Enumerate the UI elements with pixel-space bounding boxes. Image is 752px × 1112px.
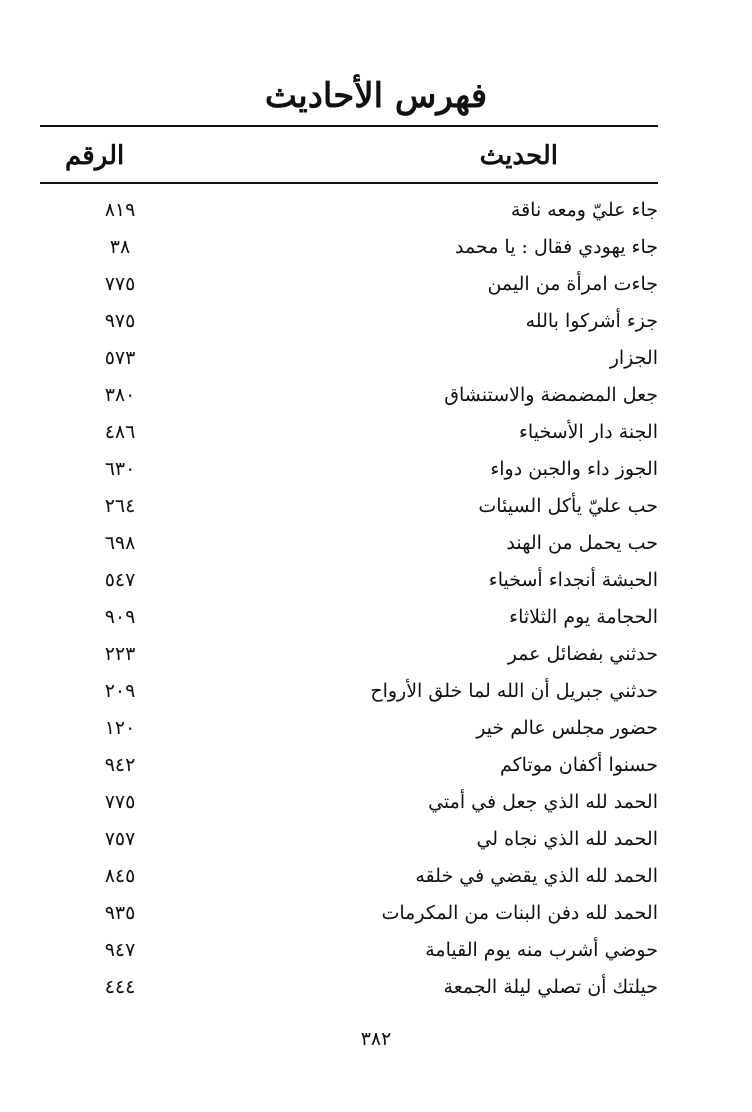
- hadith-text: الحمد لله الذي نجاه لي: [476, 828, 658, 850]
- hadith-text: حب يحمل من الهند: [506, 532, 658, 554]
- hadith-text: حضور مجلس عالم خير: [476, 717, 658, 739]
- hadith-text: حيلتك أن تصلي ليلة الجمعة: [443, 976, 658, 998]
- hadith-text: الحمد لله الذي يقضي في خلقه: [415, 865, 658, 887]
- list-item: [40, 303, 658, 340]
- hadith-number: ٩٧٥: [104, 310, 136, 332]
- hadith-text: الجزار: [609, 347, 658, 369]
- header-number: الرقم: [65, 141, 125, 171]
- hadith-number: ٥٧٣: [104, 347, 136, 369]
- hadith-text: الجنة دار الأسخياء: [518, 421, 658, 443]
- hadith-number: ٢٢٣: [104, 643, 136, 665]
- list-item: [40, 377, 658, 414]
- hadith-text: حدثني بفضائل عمر: [507, 643, 658, 665]
- hadith-number: ٩٠٩: [104, 606, 136, 628]
- hadith-number: ٧٥٧: [104, 828, 136, 850]
- list-item: [40, 562, 658, 599]
- list-item: [40, 525, 658, 562]
- hadith-text: جزء أشركوا بالله: [525, 310, 658, 332]
- hadith-number: ٩٤٧: [104, 939, 136, 961]
- table-header: [40, 134, 658, 178]
- list-item: [40, 710, 658, 747]
- list-item: [40, 414, 658, 451]
- list-item: [40, 821, 658, 858]
- header-hadith: الحديث: [479, 141, 558, 171]
- hadith-number: ٨٤٥: [104, 865, 136, 887]
- hadith-number: ٨١٩: [104, 199, 136, 221]
- header-top-rule: [40, 125, 658, 127]
- hadith-text: الحجامة يوم الثلاثاء: [509, 606, 658, 628]
- list-item: [40, 784, 658, 821]
- list-item: [40, 932, 658, 969]
- hadith-number: ١٢٠: [104, 717, 136, 739]
- hadith-number: ٤٨٦: [104, 421, 136, 443]
- list-item: [40, 599, 658, 636]
- hadith-text: حسنوا أكفان موتاكم: [499, 754, 658, 776]
- page-title: فهرس الأحاديث: [264, 76, 488, 116]
- hadith-number: ٥٤٧: [104, 569, 136, 591]
- list-item: [40, 969, 658, 1006]
- hadith-text: جاء يهودي فقال : يا محمد: [454, 236, 658, 258]
- hadith-number: ٧٧٥: [104, 273, 136, 295]
- hadith-text: الحمد لله الذي جعل في أمتي: [428, 791, 658, 813]
- hadith-number: ٣٨٠: [104, 384, 136, 406]
- hadith-text: حدثني جبريل أن الله لما خلق الأرواح: [370, 680, 658, 702]
- hadith-text: حوضي أشرب منه يوم القيامة: [425, 939, 658, 961]
- hadith-text: جاءت امرأة من اليمن: [487, 273, 658, 295]
- hadith-number: ٤٤٤: [104, 976, 136, 998]
- hadith-number: ٢٦٤: [104, 495, 136, 517]
- hadith-number: ٩٣٥: [104, 902, 136, 924]
- list-item: [40, 340, 658, 377]
- index-list: [40, 192, 658, 1006]
- hadith-number: ٧٧٥: [104, 791, 136, 813]
- hadith-text: الحمد لله دفن البنات من المكرمات: [381, 902, 658, 924]
- hadith-number: ٣٨: [109, 236, 131, 258]
- hadith-text: جاء عليّ ومعه ناقة: [510, 199, 658, 221]
- page-number: ٣٨٢: [360, 1028, 392, 1050]
- list-item: [40, 747, 658, 784]
- hadith-number: ٩٤٢: [104, 754, 136, 776]
- list-item: [40, 673, 658, 710]
- hadith-number: ٢٠٩: [104, 680, 136, 702]
- hadith-text: حب عليّ يأكل السيئات: [478, 495, 658, 517]
- list-item: [40, 488, 658, 525]
- hadith-number: ٦٩٨: [104, 532, 136, 554]
- list-item: [40, 451, 658, 488]
- hadith-text: جعل المضمضة والاستنشاق: [444, 384, 658, 406]
- list-item: [40, 192, 658, 229]
- hadith-text: الحبشة أنجداء أسخياء: [488, 569, 658, 591]
- header-bottom-rule: [40, 182, 658, 184]
- hadith-number: ٦٣٠: [104, 458, 136, 480]
- hadith-text: الجوز داء والجبن دواء: [490, 458, 658, 480]
- list-item: [40, 636, 658, 673]
- list-item: [40, 266, 658, 303]
- list-item: [40, 229, 658, 266]
- list-item: [40, 858, 658, 895]
- list-item: [40, 895, 658, 932]
